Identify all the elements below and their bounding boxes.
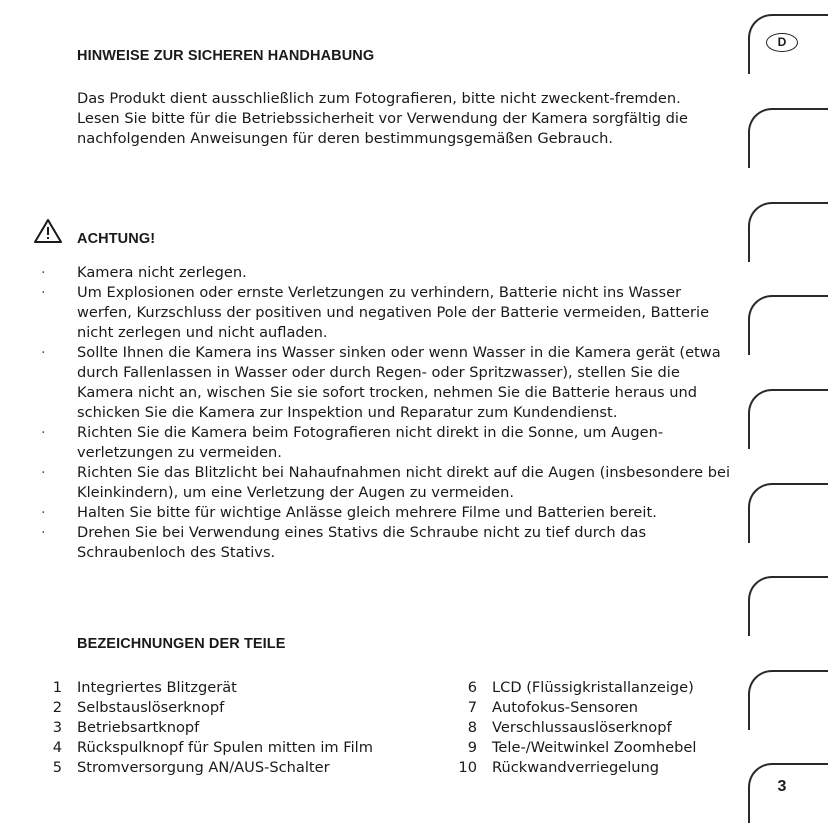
part-label: Stromversorgung AN/AUS-Schalter bbox=[77, 759, 330, 776]
list-item bbox=[52, 738, 373, 758]
list-item: · Halten Sie bitte für wichtige Anlässe gleich mehrere Filme und Batterien bereit. bbox=[77, 503, 737, 523]
part-number: 1 bbox=[52, 679, 62, 696]
list-item bbox=[458, 758, 696, 778]
page-number: 3 bbox=[777, 778, 787, 795]
side-tab bbox=[748, 202, 828, 262]
language-tab-label: D bbox=[766, 33, 798, 52]
list-item bbox=[52, 698, 373, 718]
side-tab bbox=[748, 389, 828, 449]
warning-heading: ACHTUNG! bbox=[77, 231, 156, 247]
part-number: 6 bbox=[467, 679, 477, 696]
part-label: Betriebsartknopf bbox=[77, 719, 200, 736]
part-number: 7 bbox=[467, 699, 477, 716]
part-label: Selbstauslöserknopf bbox=[77, 699, 225, 716]
part-label: Tele-/Weitwinkel Zoomhebel bbox=[492, 739, 697, 756]
part-number: 10 bbox=[458, 759, 477, 776]
list-item bbox=[467, 678, 696, 698]
list-item: · Drehen Sie bei Verwendung eines Stativs die Schraube nicht zu tief durch das Schraubenloch des Stativs. bbox=[77, 523, 737, 563]
list-item bbox=[467, 718, 696, 738]
side-tab bbox=[748, 295, 828, 355]
parts-list-left bbox=[52, 678, 373, 778]
part-label: Autofokus-Sensoren bbox=[492, 699, 639, 716]
list-item: · Richten Sie die Kamera beim Fotografieren nicht direkt in die Sonne, um Augen-verletzungen zu vermeiden. bbox=[77, 423, 737, 463]
part-label: LCD (Flüssigkristallanzeige) bbox=[492, 679, 694, 696]
part-number: 4 bbox=[52, 739, 62, 756]
list-item bbox=[467, 738, 697, 758]
parts-list-right bbox=[458, 678, 697, 778]
part-number: 2 bbox=[52, 699, 62, 716]
safety-paragraph: Das Produkt dient ausschließlich zum Fotografieren, bitte nicht zweckent-fremden. Lesen Sie bitte für die Betriebssicherheit vor Verwendung der Kamera sorgfältig die nachfolgenden Anweisungen für deren bestimmungsgemäßen Gebrauch. bbox=[77, 90, 688, 147]
part-label: Verschlussauslöserknopf bbox=[492, 719, 672, 736]
safety-heading: HINWEISE ZUR SICHEREN HANDHABUNG bbox=[77, 48, 375, 64]
list-item: · Kamera nicht zerlegen. bbox=[77, 263, 737, 283]
part-number: 8 bbox=[467, 719, 477, 736]
part-label: Rückspulknopf für Spulen mitten im Film bbox=[77, 739, 373, 756]
side-tab bbox=[748, 670, 828, 730]
list-item: · Sollte Ihnen die Kamera ins Wasser sinken oder wenn Wasser in die Kamera gerät (etwa durch Fallenlassen in Wasser oder durch Regen- oder Spritzwasser), stellen Sie die Kamera nicht an, wischen Sie sie sofort trocken, nehmen Sie die Batterie heraus und schicken Sie die Kamera zur Inspektion und Reparatur zum Kundendienst. bbox=[77, 343, 737, 423]
warning-list bbox=[77, 263, 737, 563]
list-item bbox=[467, 698, 696, 718]
list-item bbox=[52, 718, 373, 738]
side-tab bbox=[748, 108, 828, 168]
part-label: Rückwandverriegelung bbox=[492, 759, 660, 776]
part-number: 9 bbox=[467, 739, 477, 756]
part-number: 5 bbox=[52, 759, 62, 776]
list-item bbox=[52, 758, 373, 778]
parts-heading: BEZEICHNUNGEN DER TEILE bbox=[77, 636, 286, 652]
warning-triangle-icon bbox=[33, 218, 63, 244]
list-item bbox=[52, 678, 373, 698]
side-tab bbox=[748, 576, 828, 636]
part-label: Integriertes Blitzgerät bbox=[77, 679, 237, 696]
side-tab bbox=[748, 483, 828, 543]
part-number: 3 bbox=[52, 719, 62, 736]
list-item: · Richten Sie das Blitzlicht bei Nahaufnahmen nicht direkt auf die Augen (insbesondere bei Kleinkindern), um eine Verletzung der Augen zu vermeiden. bbox=[77, 463, 737, 503]
list-item: · Um Explosionen oder ernste Verletzungen zu verhindern, Batterie nicht ins Wasser werfen, Kurzschluss der positiven und negativen Pole der Batterie vermeiden, Batterie nicht zerlegen und nicht aufladen. bbox=[77, 283, 737, 343]
